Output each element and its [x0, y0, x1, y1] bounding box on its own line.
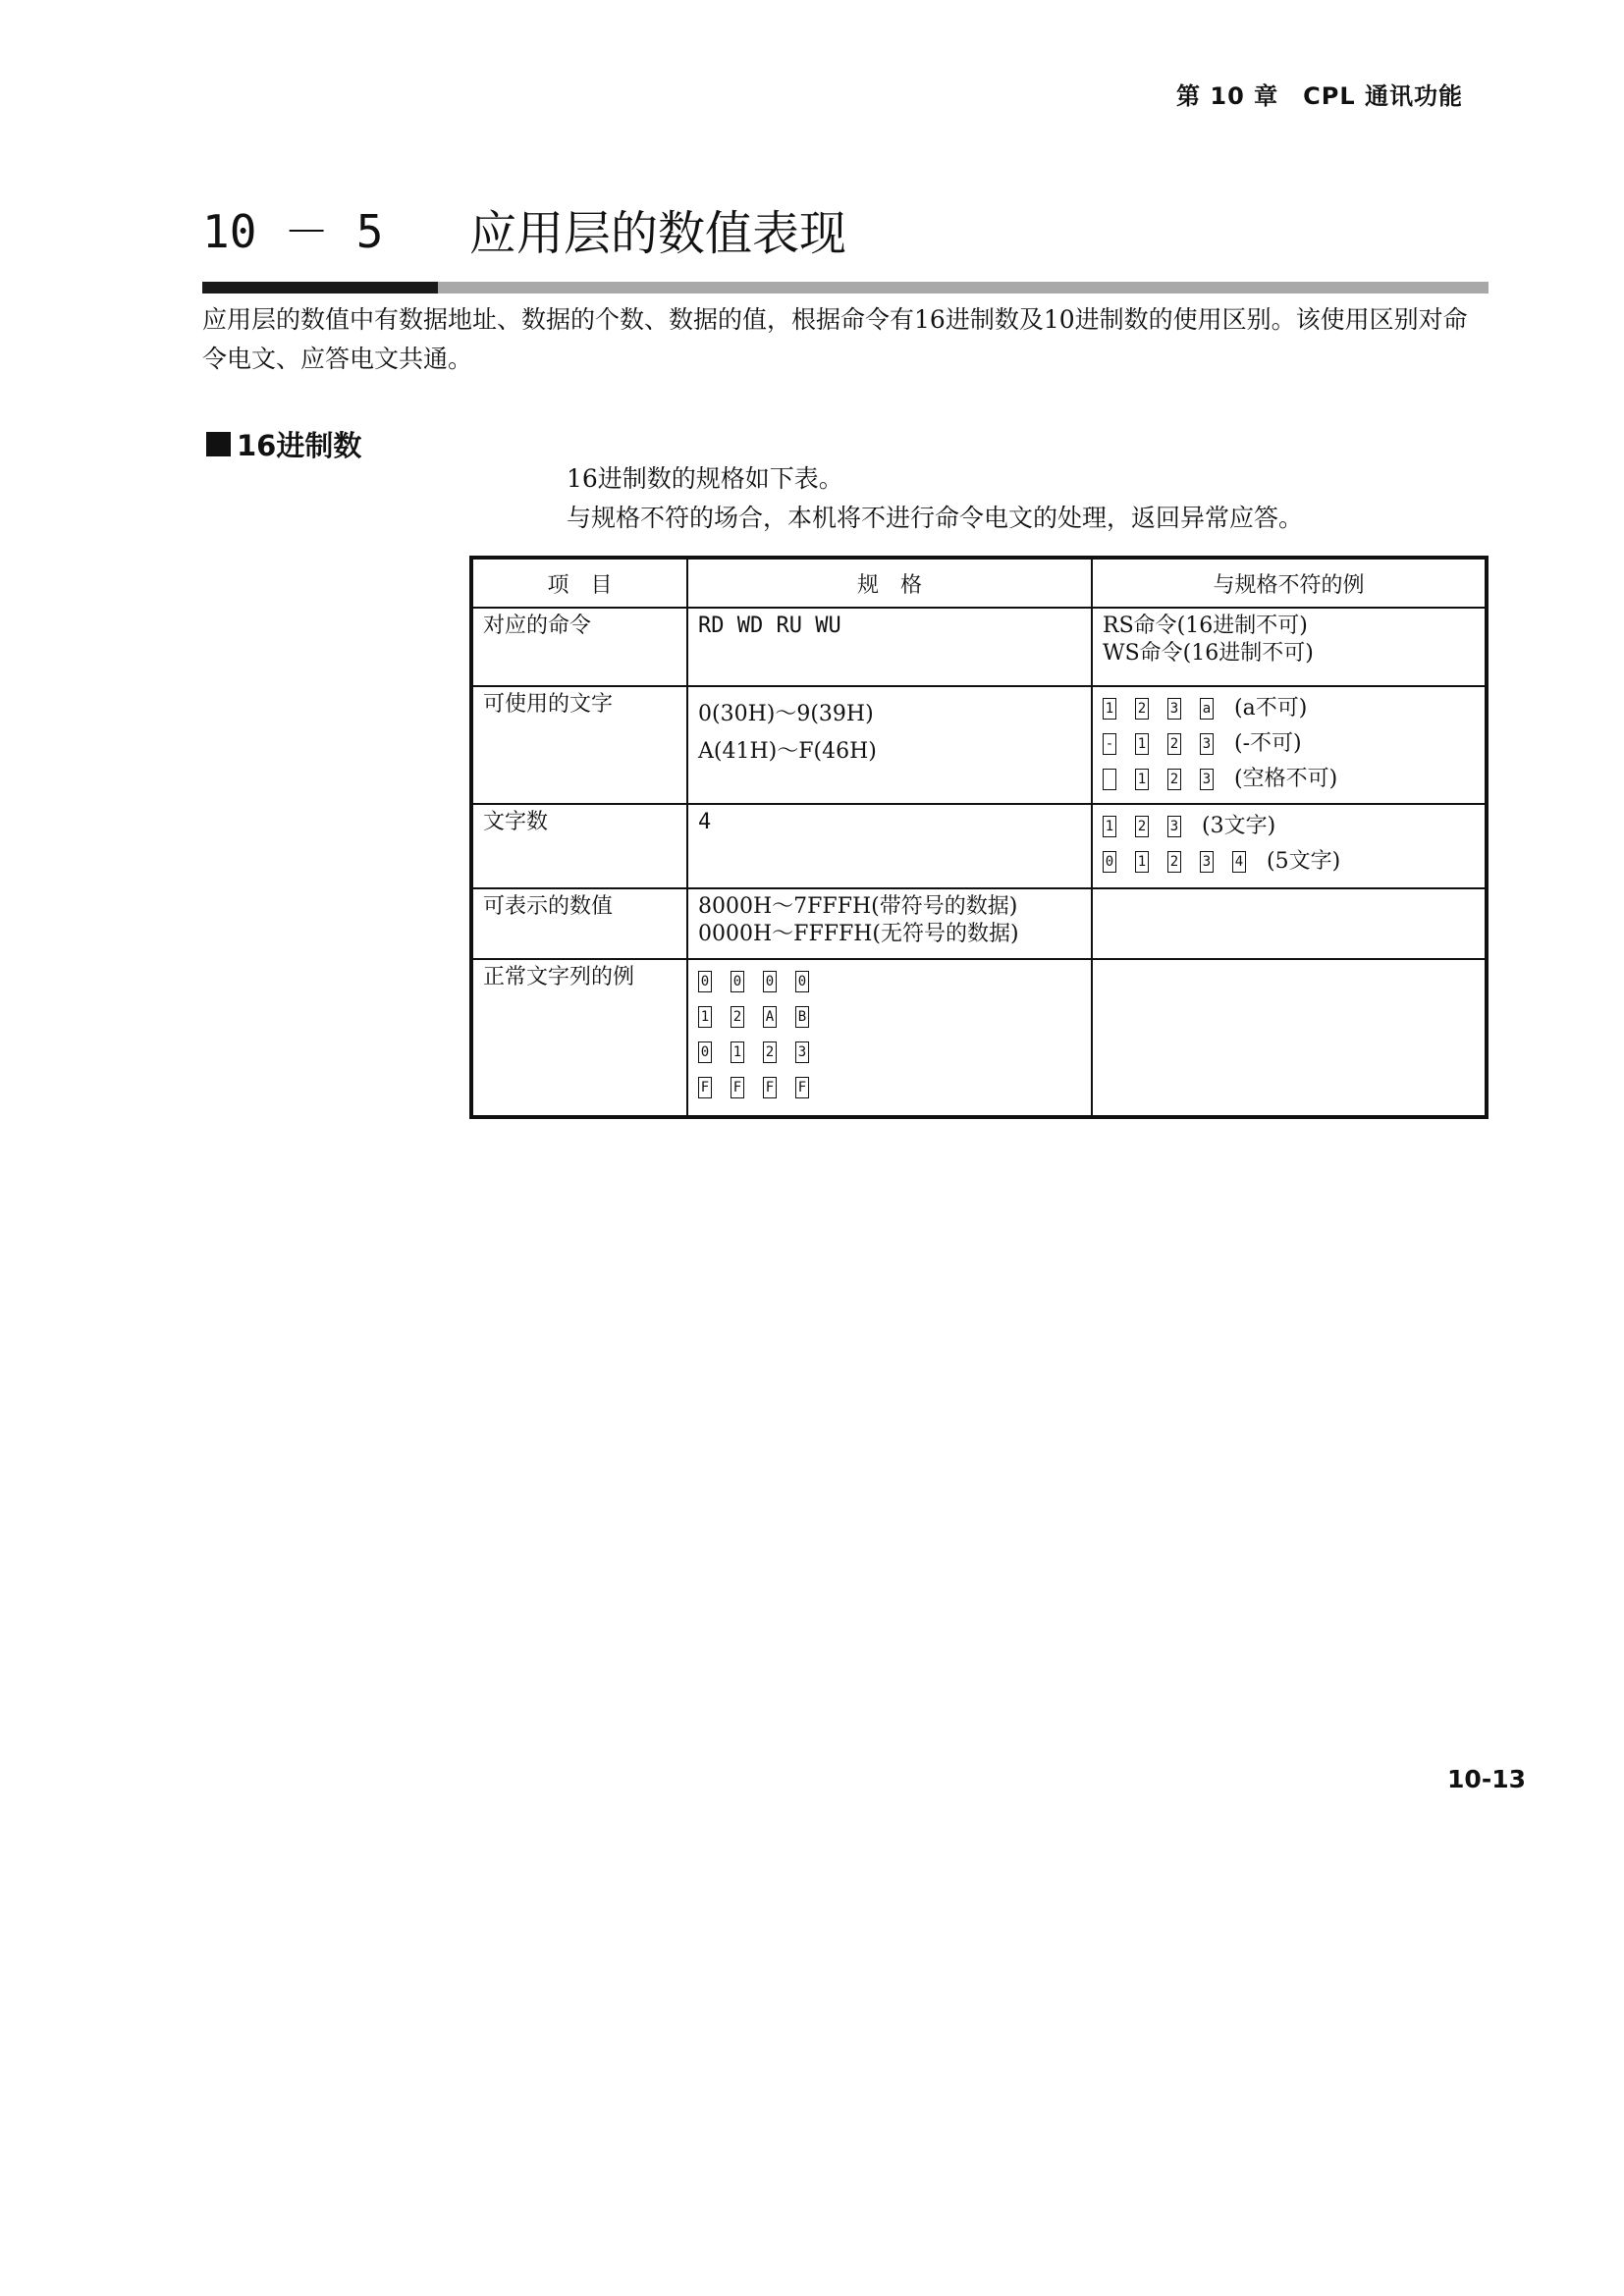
intro-paragraph: 应用层的数值中有数据地址、数据的个数、数据的值，根据命令有16进制数及10进制数的使用区别。该使用区别对命令电文、应答电文共通。 — [202, 305, 1468, 373]
char-box: 3 — [1167, 698, 1181, 720]
page-number: 10-13 — [1447, 1765, 1526, 1793]
char-box: 2 — [1135, 698, 1149, 720]
description-line: 16进制数的规格如下表。 — [567, 464, 843, 493]
subsection-title: 16进制数 — [237, 428, 362, 462]
spec-cell — [687, 959, 1092, 1117]
char-box-row — [1103, 844, 1475, 880]
char-box-row — [698, 999, 1081, 1035]
bad-example-cell — [1092, 804, 1487, 888]
char-box — [1103, 769, 1116, 790]
spec-cell: 4 — [687, 804, 1092, 888]
section-number: 10 － 5 — [202, 205, 384, 258]
bad-example-cell — [1092, 888, 1487, 959]
char-box-row — [1103, 762, 1475, 797]
description-line: 与规格不符的场合，本机将不进行命令电文的处理，返回异常应答。 — [567, 504, 1304, 532]
char-box: 2 — [1167, 769, 1181, 790]
table-row — [471, 888, 1487, 959]
header-spec: 规 格 — [687, 558, 1092, 608]
black-square-icon — [206, 432, 231, 456]
bad-example-cell — [1092, 608, 1487, 686]
char-box: 3 — [1200, 733, 1214, 755]
char-box-row — [698, 964, 1081, 999]
bad-example-cell — [1092, 959, 1487, 1117]
example-note: (-不可) — [1234, 731, 1302, 756]
char-box: F — [731, 1077, 744, 1098]
table-row — [471, 686, 1487, 804]
char-box-row — [698, 1035, 1081, 1070]
table-row — [471, 959, 1487, 1117]
example-note: (3文字) — [1202, 814, 1276, 838]
spec-line: 0(30H)～9(39H) — [698, 702, 874, 726]
char-box: 3 — [1200, 769, 1214, 790]
description — [567, 459, 1303, 538]
char-box: 0 — [698, 971, 712, 992]
char-box: F — [763, 1077, 777, 1098]
char-box-row — [1103, 809, 1475, 844]
char-box: 2 — [763, 1041, 777, 1063]
running-head: 第 10 章 CPL 通讯功能 — [1176, 82, 1463, 110]
char-box: 3 — [1167, 816, 1181, 837]
char-box: 2 — [1167, 851, 1181, 873]
item-cell: 正常文字列的例 — [471, 959, 687, 1117]
title-rule — [202, 282, 1489, 294]
bad-example-line: WS命令(16进制不可) — [1103, 641, 1314, 666]
char-box: 0 — [795, 971, 809, 992]
item-cell: 可表示的数值 — [471, 888, 687, 959]
spec-cell: RD WD RU WU — [687, 608, 1092, 686]
table-row — [471, 804, 1487, 888]
spec-line: 8000H～7FFFH(带符号的数据) — [698, 894, 1018, 919]
char-box: 0 — [698, 1041, 712, 1063]
char-box: 0 — [1103, 851, 1116, 873]
char-box: - — [1103, 733, 1116, 755]
char-box: 1 — [1135, 733, 1149, 755]
char-box: 4 — [1232, 851, 1246, 873]
char-box: 2 — [731, 1006, 744, 1028]
char-box: B — [795, 1006, 809, 1028]
section-name: 应用层的数值表现 — [469, 205, 847, 261]
char-box: 0 — [763, 971, 777, 992]
item-cell: 文字数 — [471, 804, 687, 888]
example-note: (空格不可) — [1234, 767, 1338, 791]
spec-cell — [687, 686, 1092, 804]
char-box: 3 — [1200, 851, 1214, 873]
char-box: 3 — [795, 1041, 809, 1063]
spec-cell — [687, 888, 1092, 959]
char-box-row — [698, 1070, 1081, 1105]
bad-example-line: RS命令(16进制不可) — [1103, 614, 1308, 638]
spec-line: 0000H～FFFFH(无符号的数据) — [698, 922, 1019, 946]
char-box-row — [1103, 726, 1475, 762]
example-note: (5文字) — [1267, 849, 1341, 874]
header-bad-example: 与规格不符的例 — [1092, 558, 1487, 608]
char-box: F — [795, 1077, 809, 1098]
char-box-row — [1103, 691, 1475, 726]
spec-line: A(41H)～F(46H) — [698, 739, 877, 764]
table-row — [471, 608, 1487, 686]
char-box: A — [763, 1006, 777, 1028]
char-box: 1 — [1103, 698, 1116, 720]
char-box: 1 — [1135, 851, 1149, 873]
char-box: a — [1200, 698, 1214, 720]
char-box: 2 — [1135, 816, 1149, 837]
char-box: 1 — [698, 1006, 712, 1028]
item-cell: 对应的命令 — [471, 608, 687, 686]
subsection-heading — [206, 422, 361, 465]
bad-example-cell — [1092, 686, 1487, 804]
char-box: 1 — [1135, 769, 1149, 790]
char-box: 0 — [731, 971, 744, 992]
char-box: 1 — [1103, 816, 1116, 837]
item-cell: 可使用的文字 — [471, 686, 687, 804]
example-note: (a不可) — [1234, 696, 1308, 721]
header-item: 项 目 — [471, 558, 687, 608]
section-title — [202, 194, 846, 263]
char-box: 2 — [1167, 733, 1181, 755]
hex-spec-table — [469, 556, 1489, 1119]
char-box: 1 — [731, 1041, 744, 1063]
char-box: F — [698, 1077, 712, 1098]
table-header-row — [471, 558, 1487, 608]
